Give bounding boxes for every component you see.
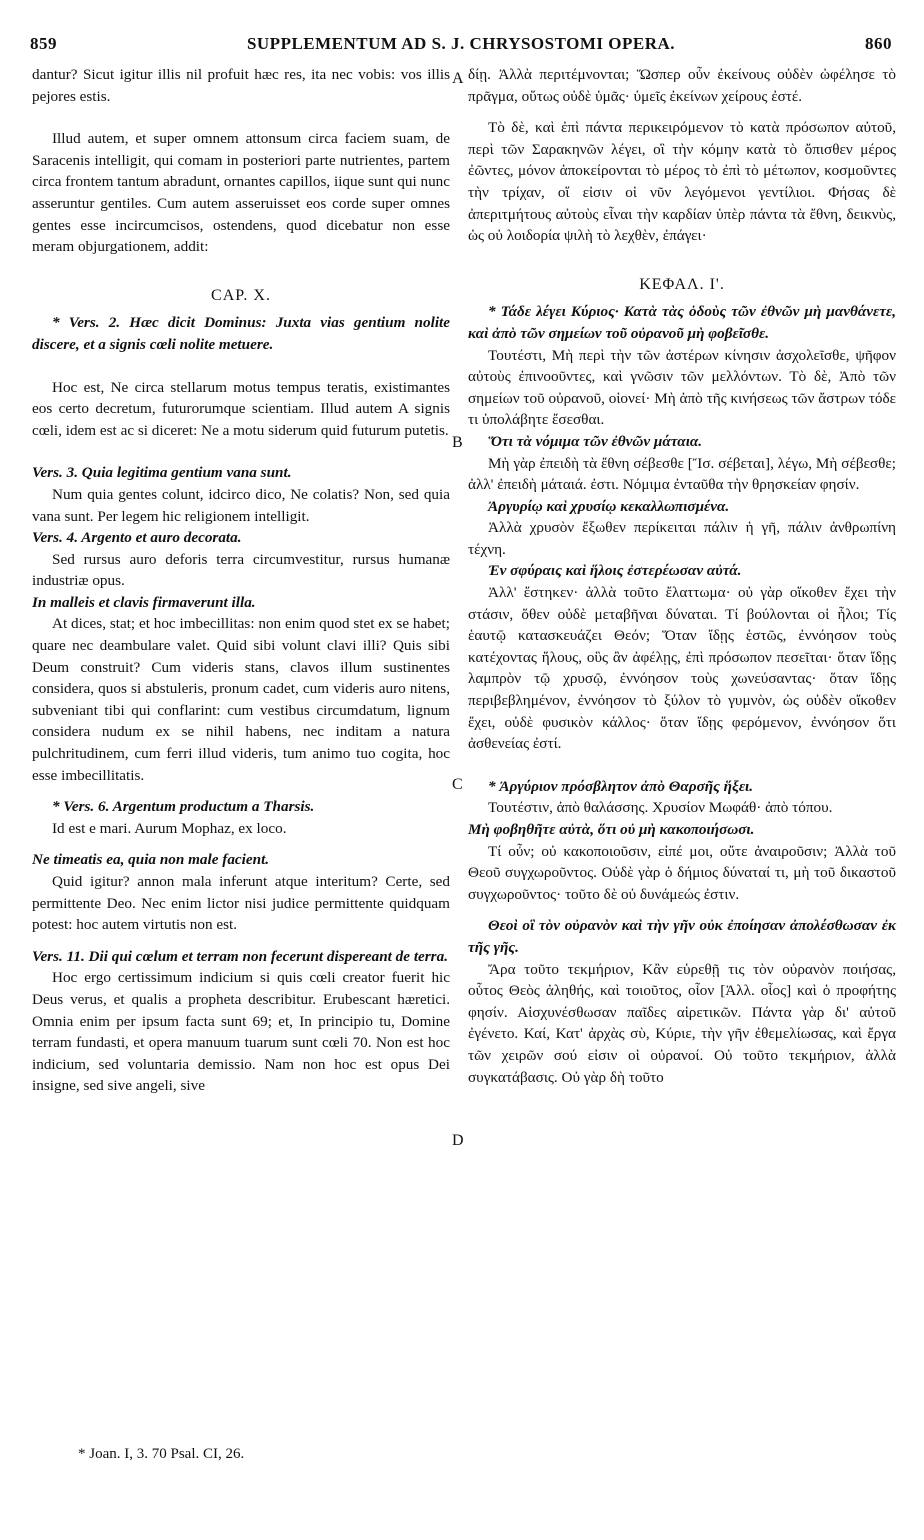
latin-paragraph: Illud autem, et super omnem attonsum circa faciem suam, de Saracenis intelligit, qui comam in posteriori parte nutrientes, partem circa frontem tantum abradunt, ornantes capillos, iique sunt qui nunc asseruntur gentiles. Cum autem asseruisset eos corde super omnes gentes esse incircumcisos, ostendens, quod dicebatur non esse meram objurgationem, addit: [32, 130, 450, 256]
page-header [30, 34, 892, 58]
latin-paragraph: Num quia gentes colunt, idcirco dico, Ne colatis? Non, sed quia vana sunt. Per legem hic religionem intelligit. [32, 485, 450, 525]
greek-paragraph: Τουτέστιν, ἀπὸ θαλάσσης. Χρυσίον Μωφάθ· ἀπὸ τόπου. [488, 799, 833, 817]
margin-marker-d: D [452, 1132, 464, 1149]
latin-paragraph: Hoc est, Ne circa stellarum motus tempus teratis, existimantes eos certo decretum, futurorumque scientiam. Illud autem A signis cœli, idem est ac si diceret: Ne a motu siderum quid futurum putetis. [32, 378, 450, 439]
verse-lemma: Ὅτι τὰ νόμιμα τῶν ἐθνῶν μάταια. [488, 432, 703, 450]
latin-paragraph: dantur? Sicut igitur illis nil profuit hæc res, ita nec vobis: vos illis pejores estis. [32, 66, 450, 105]
verse-lemma: Vers. 11. Dii qui cœlum et terram non fecerunt dispereant de terra. [32, 947, 448, 965]
latin-paragraph: At dices, stat; et hoc imbecillitas: non enim quod stet ex se habet; quare nec deambulare valet. Quid sibi volunt clavi illi? Quis sibi Deum construit? Cum videris stans, clavos illum sustinentes considera, quos si abstuleris, pronum cadet, cum videris auro nitens, subveniant tibi qui conflarint: cum vestibus circumdatum, lignum considera nudum ex se nihil habens, nec inditam a natura pulchritudinem, cum ferri illud videris, tum animo tuo cogita, hoc esse imbecillitatis. [32, 615, 450, 784]
page-number-right: 860 [865, 34, 892, 53]
margin-marker-a: A [452, 70, 464, 87]
verse-lemma: * Τάδε λέγει Κύριος· Κατὰ τὰς ὁδοὺς τῶν ἐθνῶν μὴ μανθάνετε, καὶ ἀπὸ τῶν σημείων τοῦ οὐρανοῦ μὴ φοβεῖσθε. [468, 303, 896, 342]
latin-paragraph: Hoc ergo certissimum indicium si quis cœli creator fuerit hic Deus verus, et qualis a propheta describitur. Erubescant hæretici. Omnia enim per ipsum facta sunt 69; et, In principio tu, Domine terram fundasti, et opera manuum tuarum sunt cœli 70. Non est hoc indicium, sed voluntaria demissio. Nam non hoc est opus Dei insigne, sed sive angeli, sive [32, 969, 450, 1095]
latin-paragraph: Sed rursus auro deforis terra circumvestitur, rursus humanæ industriæ opus. [32, 550, 450, 590]
greek-paragraph: Ἄρα τοῦτο τεκμήριον, Κἂν εὑρεθῇ τις τὸν οὐρανὸν ποιήσας, οὗτος Θεὸς ἀληθής, καὶ τοιοῦτος, οἷον [Ἀλλ. οἷος] καὶ ὁ προφήτης φησίν. Αἰσχυνέσθωσαν παῖδες αἱρετικῶν. Πάντα γὰρ δι' αὐτοῦ ἐγένετο. Καί, Κατ' ἀρχὰς σὺ, Κύριε, τὴν γῆν ἐθεμελίωσας, καὶ ἔργα τῶν χειρῶν σού εἰσιν οἱ οὐρανοί. Οὐ τοῦτο τεκμήριον, ἀλλὰ συγκατάβασις. Οὐ γὰρ δὴ τοῦτο [468, 960, 896, 1086]
chapter-heading-greek: ΚΕΦΑΛ. Ι'. [639, 275, 725, 293]
chapter-heading-latin: CAP. X. [211, 286, 271, 304]
verse-lemma: In malleis et clavis firmaverunt illa. [32, 593, 256, 611]
greek-paragraph: Ἀλλ' ἔστηκεν· ἀλλὰ τοῦτο ἔλαττωμα· οὐ γὰρ οἴκοθεν ἔχει τὴν στάσιν, ὅθεν οὐδὲ μεταβῆναι δύναται. Τί βούλονται οἱ ἧλοι; Τίς ἑαυτῷ κατασκευάζει Θεόν; Ὅταν ἴδῃς ἑστῶς, ἐννόησον τοὺς κατέχοντας ἥλους, οὓς ἂν ἀφέλῃς, ἐπὶ πρόσωπον πεσεῖται· ὅταν ἴδῃς λαμπρὸν τῷ χρυσῷ, ἐννόησον τοὺς χωνεύσαντας· ὅταν ἴδῃς περιβεβλημένον, ἐννόησον τὸ ξύλον τὸ γυμνὸν, ὡς οὐδὲν οἴκοθεν ἔχει, οὐδὲ φυσικὸν κάλλος· ὅταν ἴδῃς φερόμενον, ἐννόησον ὅτι ἀσθενείας ἐστί. [468, 584, 896, 753]
verse-lemma: Ἐν σφύραις καὶ ἥλοις ἐστερέωσαν αὐτά. [488, 562, 742, 580]
verse-lemma: Vers. 4. Argento et auro decorata. [32, 529, 242, 547]
latin-paragraph: Quid igitur? annon mala inferunt atque interitum? Certe, sed permittente Deo. Nec enim lictor nisi judice permittente quidquam potest: hoc autem virtutis non est. [32, 873, 450, 934]
running-title: SUPPLEMENTUM AD S. J. CHRYSOSTOMI OPERA. [246, 34, 676, 53]
footnote: * Joan. I, 3. 70 Psal. CI, 26. [78, 1446, 245, 1462]
page-number-left: 859 [30, 34, 57, 53]
verse-lemma: * Vers. 6. Argentum productum a Tharsis. [52, 798, 315, 816]
greek-paragraph: Τὸ δὲ, καὶ ἐπὶ πάντα περικειρόμενον τὸ κατὰ πρόσωπον αὐτοῦ, περὶ τῶν Σαρακηνῶν λέγει, οἳ τὴν κόμην κατὰ τὸ ὄπισθεν μέρος ἐῶντες, μόνον ἀποκείρονται τὸ μέρος τὸ ἐπὶ τὸ μέτωπον, κοσμοῦντες τὴν τρίχαν, οἵ εἰσιν οἱ νῦν λεγόμενοι γεντίλιοι. Φήσας δὲ ἀπεριτμήτους αὐτοὺς εἶναι τὴν καρδίαν ὑπὲρ πάντα τὰ ἔθνη, δεικνὺς, ὡς οὐ λοιδορία ψιλὴ τὸ λεχθὲν, ἐπάγει· [468, 119, 896, 245]
verse-lemma: Ἀργυρίῳ καὶ χρυσίῳ κεκαλλωπισμένα. [488, 497, 730, 515]
verse-lemma: Μὴ φοβηθῆτε αὐτὰ, ὅτι οὐ μὴ κακοποιήσωσι. [468, 821, 755, 838]
verse-lemma: * Ἀργύριον πρόσβλητον ἀπὸ Θαρσῆς ἥξει. [488, 777, 754, 795]
latin-paragraph: Id est e mari. Aurum Mophaz, ex loco. [52, 819, 287, 837]
greek-paragraph: δίῃ. Ἀλλὰ περιτέμνονται; Ὥσπερ οὖν ἐκείνους οὐδὲν ὠφέλησε τὸ πρᾶγμα, οὕτως οὐδὲ ὑμᾶς· ὑμεῖς ἐκείνων χείρους ἐστέ. [468, 66, 896, 105]
latin-column [32, 64, 450, 1097]
verse-lemma: Θεοὶ οἳ τὸν οὐρανὸν καὶ τὴν γῆν οὐκ ἐποίησαν ἀπολέσθωσαν ἐκ τῆς γῆς. [468, 917, 896, 956]
greek-paragraph: Μὴ γὰρ ἐπειδὴ τὰ ἔθνη σέβεσθε [Ἴσ. σέβεται], λέγω, Μὴ σέβεσθε; ἀλλ' ἐπειδὴ μάταιά. ἐστι. Νόμιμα ἐνταῦθα τὴν θρησκείαν φησίν. [468, 454, 896, 494]
greek-column [468, 64, 896, 1088]
verse-lemma: * Vers. 2. Hæc dicit Dominus: Juxta vias gentium nolite discere, et a signis cœli nolite metuere. [32, 314, 450, 353]
verse-lemma: Ne timeatis ea, quia non male facient. [32, 851, 270, 869]
greek-paragraph: Τί οὖν; οὐ κακοποιοῦσιν, εἰπέ μοι, οὔτε ἀναιροῦσιν; Ἀλλὰ τοῦ Θεοῦ συγχωροῦντος. Οὐδὲ γὰρ ὁ δήμιος δύναταί τι, μὴ τοῦ δικαστοῦ συγχωροῦντος· τοῦτο δὲ οὐ δυνάμεώς ἐστιν. [468, 842, 896, 903]
margin-marker-c: C [452, 776, 463, 793]
greek-paragraph: Τουτέστι, Μὴ περὶ τὴν τῶν ἀστέρων κίνησιν ἀσχολεῖσθε, ψῆφον αὐτοὺς ἐπινοοῦντες, καὶ γνῶσιν τῶν μελλόντων. Τὸ δὲ, Ἀπὸ τῶν σημείων τοῦ οὐρανοῦ, οἱονεί· Μὴ ἀπὸ τῆς κινήσεως τῶν ἄστρων τόδε τι ὑπολάβητε ἔσεσθαι. [468, 346, 896, 429]
margin-marker-b: B [452, 434, 463, 451]
greek-paragraph: Ἀλλὰ χρυσὸν ἔξωθεν περίκειται πάλιν ἡ γῆ, πάλιν ἀνθρωπίνη τέχνη. [468, 519, 896, 558]
verse-lemma: Vers. 3. Quia legitima gentium vana sunt. [32, 464, 292, 482]
